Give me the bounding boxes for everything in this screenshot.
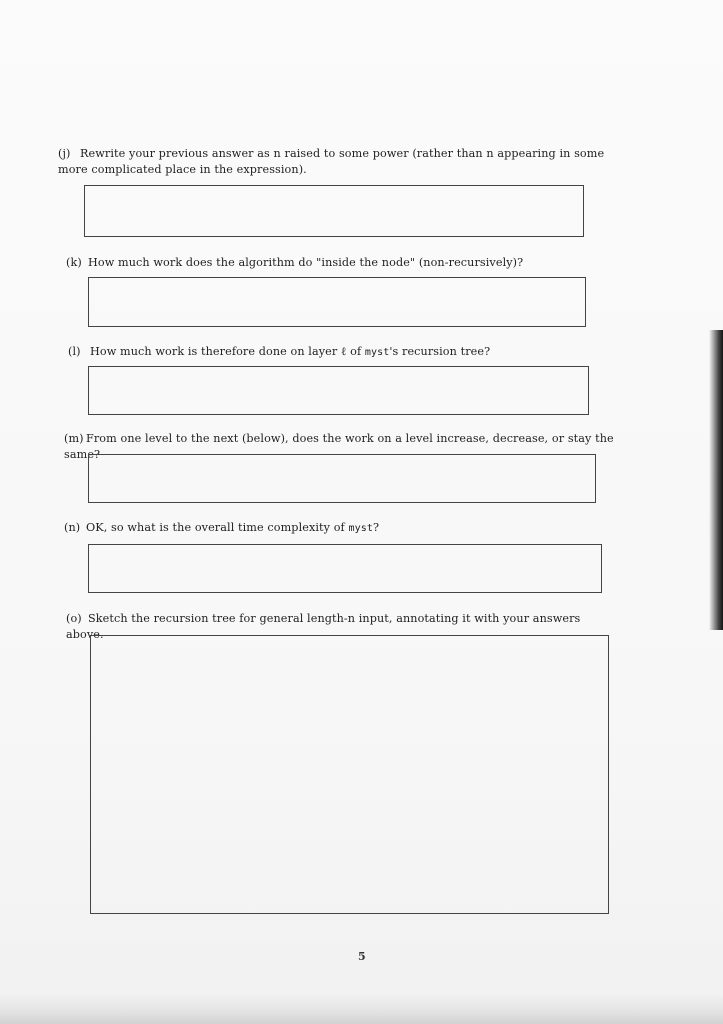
question-j-text: Rewrite your previous answer as n raised to some power (rather than n appearing in some more complicated place in the expression). [58, 147, 605, 176]
question-n-text-before: OK, so what is the overall time complexity of [86, 521, 349, 534]
question-o-label: (o) [66, 612, 82, 625]
answer-box-k[interactable] [88, 277, 586, 327]
question-j [58, 146, 618, 178]
question-m-text: From one level to the next (below), does the work on a level increase, decrease, or stay the same? [64, 432, 614, 461]
question-l-text-after: 's recursion tree? [389, 345, 491, 358]
question-n-text-after: ? [372, 521, 380, 534]
page-edge-shadow [709, 330, 723, 630]
page-bottom-shadow [0, 994, 723, 1024]
answer-box-j[interactable] [84, 185, 584, 237]
answer-box-m[interactable] [88, 454, 596, 503]
answer-box-o[interactable] [90, 635, 609, 914]
question-l-label: (l) [68, 345, 81, 358]
question-o-text: Sketch the recursion tree for general length-n input, annotating it with your answers above. [66, 612, 581, 641]
question-k-label: (k) [66, 256, 82, 269]
question-l-text-before: How much work is therefore done on layer ℓ of [90, 345, 365, 358]
question-k-text: How much work does the algorithm do "inside the node" (non-recursively)? [88, 256, 524, 269]
question-n-label: (n) [64, 521, 81, 534]
page-number: 5 [358, 950, 366, 963]
question-l [68, 344, 608, 361]
answer-box-l[interactable] [88, 366, 589, 415]
question-k [66, 255, 606, 271]
question-n [64, 520, 604, 537]
question-n-code: myst [348, 523, 373, 534]
answer-box-n[interactable] [88, 544, 602, 593]
question-l-code: myst [364, 347, 390, 358]
question-j-label: (j) [58, 147, 71, 160]
question-m-label: (m) [64, 432, 84, 445]
